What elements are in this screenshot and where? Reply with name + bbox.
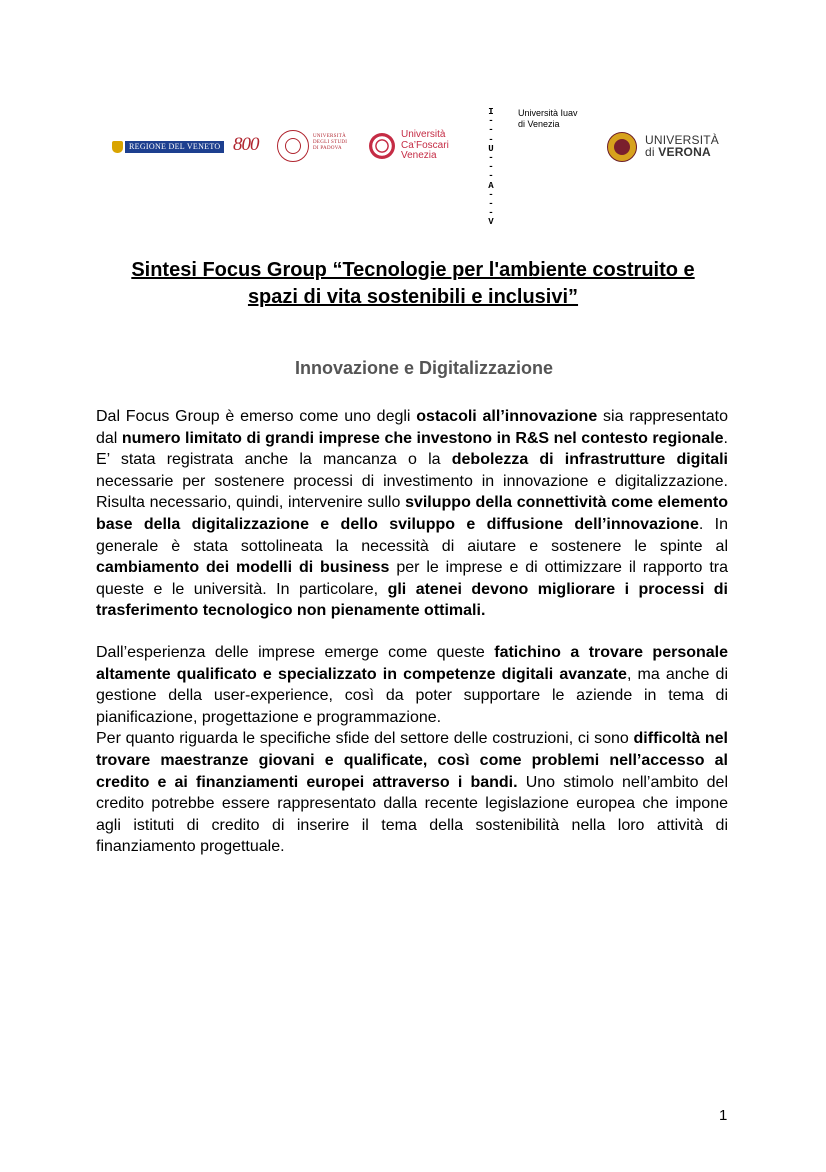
text-run: Dal Focus Group è emerso come uno degli [96, 408, 417, 425]
verona-university-logo [607, 130, 720, 164]
regione-veneto-logo [112, 140, 224, 153]
verona-seal-icon [607, 132, 637, 162]
padova-seal-icon [277, 130, 309, 162]
paragraph-3 [96, 728, 728, 858]
iuav-letter: I [488, 107, 494, 117]
document-title [80, 257, 746, 311]
padova-text: UNIVERSITÀ DEGLI STUDI DI PADOVA [313, 134, 348, 151]
iuav-logo [484, 107, 604, 228]
text-run: Per quanto riguarda le specifiche sfide del settore delle costruzioni, ci sono [96, 730, 634, 748]
paragraph-1 [96, 406, 728, 622]
text-run: per le imprese e di ottimizzare il rapporto tra queste e le università. In particolare, [96, 559, 729, 598]
ca-foscari-line1: Università [401, 129, 446, 140]
ca-foscari-line2: Ca’Foscari [401, 139, 449, 151]
iuav-letter: V [488, 217, 494, 228]
paragraph-2 [96, 642, 728, 728]
bold-text-run: ostacoli all’innovazione [416, 408, 598, 425]
bold-text-run: sviluppo della connettività come elemento base della digitalizzazione e dello sviluppo e diffusione dell’innovazione [96, 494, 728, 533]
page-number: 1 [719, 1107, 728, 1124]
text-run: Uno stimolo nell’ambito del credito potrebbe essere rappresentato dalla recente legislazione europea che impone agli istituti di credito di inserire il tema della sostenibilità nella loro attività di finanziamento progettuale. [96, 773, 729, 856]
iuav-line2: di Venezia [518, 119, 560, 129]
bold-text-run: cambiamento dei modelli di business [96, 559, 390, 577]
padova-university-logo [233, 130, 348, 162]
padova-800-mark: 800 [233, 134, 259, 155]
verona-text [645, 134, 719, 158]
title-line-1: Sintesi Focus Group “Tecnologie per l'ambiente costruito e [131, 259, 695, 281]
ca-foscari-emblem-icon [369, 133, 395, 159]
section-heading: Innovazione e Digitalizzazione [295, 358, 554, 378]
ca-foscari-logo [369, 130, 459, 164]
bold-text-run: fatichino a trovare personale altamente qualificato e specializzato in competenze digitali avanzate [96, 643, 729, 683]
iuav-letter: U [488, 143, 494, 154]
ca-foscari-line3: Venezia [401, 150, 437, 161]
bold-text-run: difficoltà nel trovare maestranze giovani e qualificate, così come problemi nell’accesso al credito e ai finanziamenti europei attraverso i bandi. [96, 730, 728, 791]
logo-bar [0, 100, 826, 228]
text-run: . E’ stata registrata anche la mancanza o la [96, 429, 728, 469]
document-body [96, 406, 728, 858]
text-run: necessarie per sostenere processi di investimento in innovazione e digitalizzazione. Risulta necessario, quindi, intervenire sullo [96, 472, 728, 512]
verona-line1: UNIVERSITÀ [645, 133, 720, 147]
iuav-letter-column: I - - - U - - - A - - - V [484, 108, 498, 228]
text-run: , ma anche di gestione della user-experience, così da poter supportare le aziende in tema di pianificazione, progettazione e programmazione. [96, 665, 728, 726]
text-run: sia rappresentato dal [96, 408, 729, 447]
bold-text-run: debolezza di infrastrutture digitali [451, 451, 729, 469]
bold-text-run: gli atenei devono migliorare i processi di trasferimento tecnologico non pienamente ottimali. [96, 580, 728, 620]
verona-line2: di VERONA [645, 145, 711, 159]
regione-veneto-text: REGIONE DEL VENETO [125, 141, 224, 153]
text-run: . In generale è stata sottolineata la necessità di aiutare e sostenere le spinte al [96, 515, 728, 555]
iuav-letter: A [488, 180, 494, 191]
text-run: Dall’esperienza delle imprese emerge come queste [96, 643, 495, 661]
lion-shield-icon [112, 141, 123, 153]
ca-foscari-text [401, 130, 449, 162]
title-line-2: spazi di vita sostenibili e inclusivi” [247, 286, 579, 308]
iuav-line1: Università Iuav [518, 108, 578, 118]
iuav-text [518, 108, 578, 130]
bold-text-run: numero limitato di grandi imprese che investono in R&S nel contesto regionale [121, 429, 724, 447]
